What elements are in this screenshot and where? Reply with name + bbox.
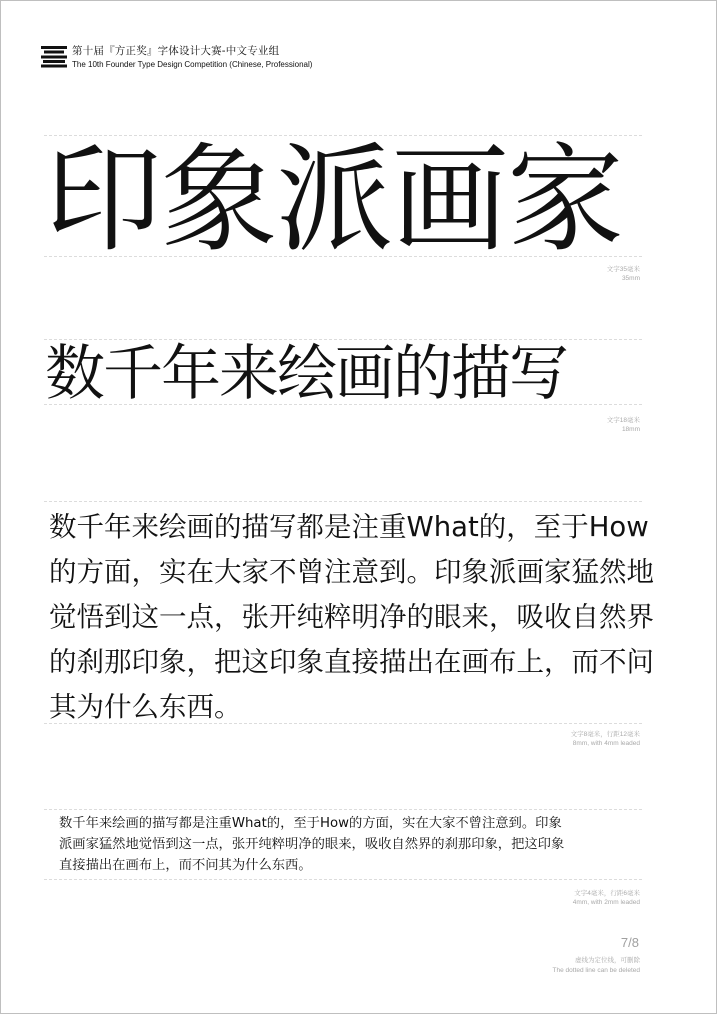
page-number: 7/8 xyxy=(620,935,639,950)
caption-paragraph-en: 8mm, with 4mm leaded xyxy=(572,740,640,747)
footer-note-en: The dotted line can be deleted xyxy=(552,967,640,974)
paragraph-line: 其为什么东西。 xyxy=(49,691,242,723)
guide-line xyxy=(44,809,642,810)
small-line: 直接描出在画布上，而不问其为什么东西。 xyxy=(59,858,312,873)
specimen-medium: 数千年来绘画的描写 xyxy=(45,339,567,409)
small-line: 派画家猛然地觉悟到这一点，张开纯粹明净的眼来，吸收自然界的刹那印象，把这印象 xyxy=(59,837,565,852)
caption-large xyxy=(607,265,640,283)
specimen-paragraph xyxy=(49,505,659,730)
founder-logo-icon xyxy=(41,46,67,68)
paragraph-line: 的方面，实在大家不曾注意到。印象派画家猛然地 xyxy=(49,556,654,588)
caption-medium-en: 18mm xyxy=(621,426,640,433)
guide-line xyxy=(44,404,642,405)
caption-medium xyxy=(607,416,640,434)
guide-line xyxy=(44,879,642,880)
paragraph-line: 的刹那印象，把这印象直接描出在画布上，而不问 xyxy=(49,646,654,678)
caption-small-cn: 文字4毫米，行距6毫米 xyxy=(574,890,640,897)
footer-note-cn: 虚线为定位线，可删除 xyxy=(575,957,640,964)
header-title-cn: 第十届『方正奖』字体设计大赛-中文专业组 xyxy=(72,45,280,57)
paragraph-line: 觉悟到这一点，张开纯粹明净的眼来，吸收自然界 xyxy=(49,601,654,633)
caption-paragraph xyxy=(571,730,640,748)
header-title-en: The 10th Founder Type Design Competition (Chinese, Professional) xyxy=(72,60,313,69)
competition-header xyxy=(41,45,312,71)
guide-line xyxy=(44,256,642,257)
footer-note xyxy=(553,956,640,976)
guide-line xyxy=(44,501,642,502)
caption-large-en: 35mm xyxy=(621,275,640,282)
specimen-small xyxy=(59,813,579,876)
caption-medium-cn: 文字18毫米 xyxy=(606,417,640,424)
small-line: 数千年来绘画的描写都是注重What的，至于How的方面，实在大家不曾注意到。印象 xyxy=(59,816,562,831)
specimen-large: 印象派画家 xyxy=(45,131,623,268)
caption-large-cn: 文字35毫米 xyxy=(606,266,640,273)
caption-small-en: 4mm, with 2mm leaded xyxy=(572,899,640,906)
paragraph-line: 数千年来绘画的描写都是注重What的，至于How xyxy=(49,511,649,543)
caption-paragraph-cn: 文字8毫米，行距12毫米 xyxy=(570,731,640,738)
guide-line xyxy=(44,723,642,724)
caption-small xyxy=(573,889,640,907)
